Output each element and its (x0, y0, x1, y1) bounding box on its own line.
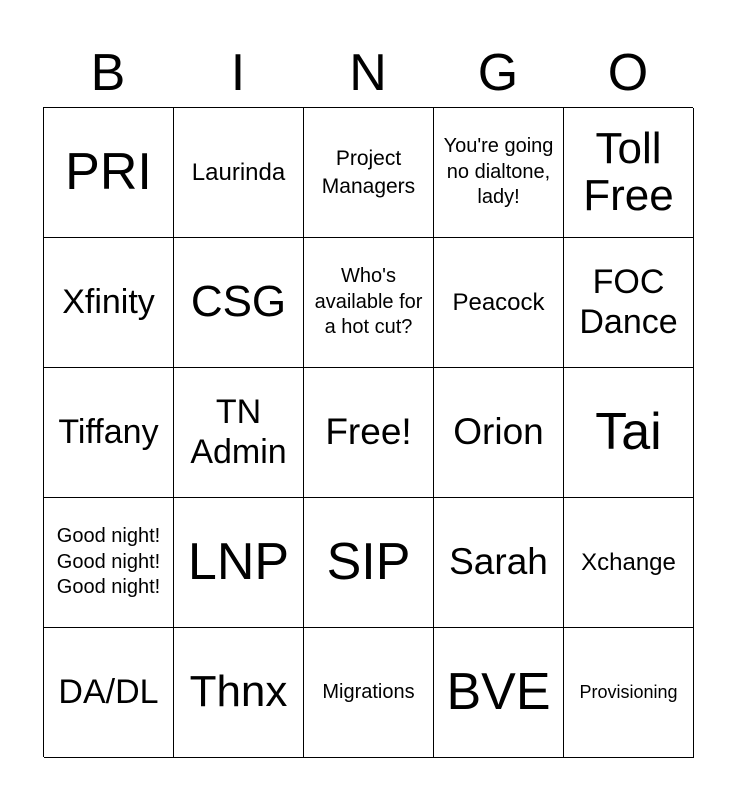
bingo-cell-r2c1[interactable]: Xfinity (44, 238, 174, 368)
bingo-cell-free[interactable]: Free! (304, 368, 434, 498)
bingo-cell-r3c4[interactable]: Orion (434, 368, 564, 498)
bingo-cell-r5c3[interactable]: Migrations (304, 628, 434, 758)
header-letter-b: B (90, 44, 126, 102)
bingo-header (43, 40, 693, 106)
bingo-cell-r3c2[interactable]: TN Admin (174, 368, 304, 498)
header-letter-g: G (477, 44, 519, 102)
bingo-cell-r4c3[interactable]: SIP (304, 498, 434, 628)
bingo-cell-r5c4[interactable]: BVE (434, 628, 564, 758)
bingo-cell-r2c2[interactable]: CSG (174, 238, 304, 368)
bingo-cell-r1c1[interactable]: PRI (44, 108, 174, 238)
bingo-cell-r4c1[interactable]: Good night! Good night! Good night! (44, 498, 174, 628)
bingo-cell-r1c5[interactable]: Toll Free (564, 108, 694, 238)
bingo-cell-r3c5[interactable]: Tai (564, 368, 694, 498)
bingo-cell-r1c2[interactable]: Laurinda (174, 108, 304, 238)
bingo-cell-r4c4[interactable]: Sarah (434, 498, 564, 628)
bingo-cell-r5c1[interactable]: DA/DL (44, 628, 174, 758)
bingo-board (43, 107, 693, 757)
bingo-cell-r1c4[interactable]: You're going no dialtone, lady! (434, 108, 564, 238)
bingo-cell-r2c3[interactable]: Who's available for a hot cut? (304, 238, 434, 368)
bingo-cell-r5c2[interactable]: Thnx (174, 628, 304, 758)
bingo-cell-r3c1[interactable]: Tiffany (44, 368, 174, 498)
bingo-cell-r2c4[interactable]: Peacock (434, 238, 564, 368)
bingo-cell-r5c5[interactable]: Provisioning (564, 628, 694, 758)
bingo-cell-r1c3[interactable]: Project Managers (304, 108, 434, 238)
header-letter-i: I (230, 44, 246, 102)
header-letter-n: N (349, 44, 387, 102)
bingo-cell-r4c2[interactable]: LNP (174, 498, 304, 628)
header-letter-o: O (607, 44, 649, 102)
bingo-cell-r2c5[interactable]: FOC Dance (564, 238, 694, 368)
bingo-cell-r4c5[interactable]: Xchange (564, 498, 694, 628)
